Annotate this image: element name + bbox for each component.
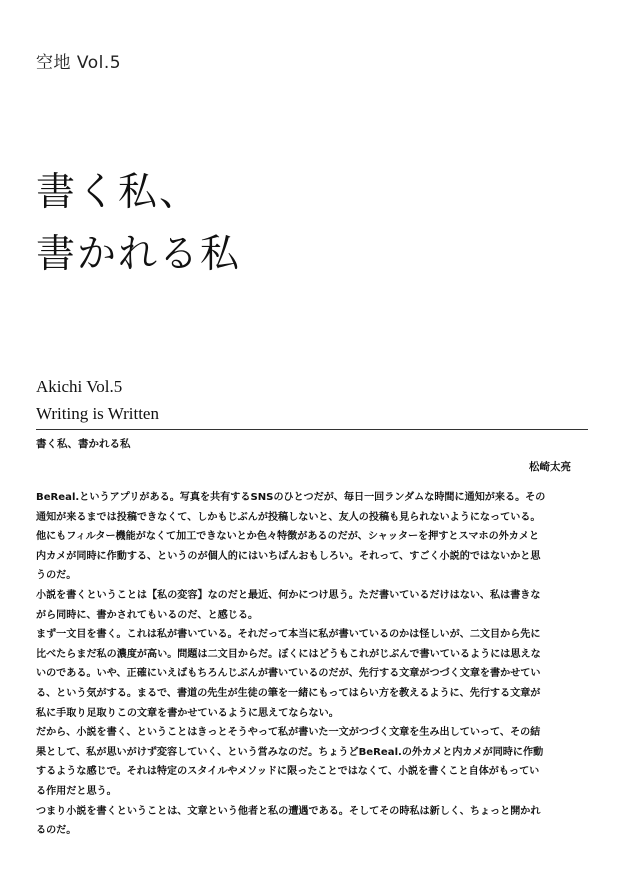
body-line: 比べたらまだ私の濃度が高い。問題は二文目からだ。ぼくにはどうもこれがじぶんで書いているようには思えな	[36, 648, 541, 660]
body-line: る、という気がする。まるで、書道の先生が生徒の筆を一緒にもってはらい方を教えるように、先行する文章が	[36, 687, 541, 699]
body-line: 内カメが同時に作動する、というのが個人的にはいちばんおもしろい。それって、すごく小説的ではないかと思	[36, 550, 541, 562]
body-line: BeReal.というアプリがある。写真を共有するSNSのひとつだが、毎日一回ランダムな時間に通知が来る。その	[36, 492, 546, 503]
english-title: Writing is Written	[36, 404, 159, 423]
body-line: 通知が来るまでは投稿できなくて、しかもじぶんが投稿しないと、友人の投稿も見られないようになっている。	[36, 511, 541, 523]
main-title	[36, 162, 241, 286]
body-line: る作用だと思う。	[36, 785, 117, 797]
body-line: 果として、私が思いがけず変容していく、という営みなのだ。ちょうどBeReal.の外カメと内カメが同時に作動	[36, 746, 544, 758]
body-line: つまり小説を書くということは、文章という他者と私の遭遇である。そしてその時私は新しく、ちょっと開かれ	[36, 805, 541, 817]
body-line: まず一文目を書く。これは私が書いている。それだって本当に私が書いているのかは怪しいが、二文目から先に	[36, 629, 541, 641]
english-heading	[36, 373, 159, 427]
body-line: 小説を書くということは【私の変容】なのだと最近、何かにつけ思う。ただ書いているだけはない、私は書きな	[36, 589, 541, 601]
article-body	[36, 488, 582, 841]
body-line: いのである。いや、正確にいえばもちろんじぶんが書いているのだが、先行する文章がつづく文章を書かせてい	[36, 668, 541, 680]
body-line: るのだ。	[36, 825, 77, 837]
body-line: がら同時に、書かされてもいるのだ、と感じる。	[36, 609, 259, 621]
main-title-line: 書かれる私	[36, 232, 242, 277]
author-name: 松崎太亮	[529, 461, 571, 473]
divider	[36, 429, 588, 430]
article-title: 書く私、書かれる私	[36, 438, 131, 450]
body-line: 私に手取り足取りこの文章を書かせているように思えてならない。	[36, 707, 339, 719]
main-title-line: 書く私、	[36, 170, 201, 215]
body-line: だから、小説を書く、ということはきっとそうやって私が書いた一文がつづく文章を生み出していって、その結	[36, 727, 541, 739]
body-line: 他にもフィルター機能がなくて加工できないとか色々特徴があるのだが、シャッターを押すとスマホの外カメと	[36, 531, 540, 543]
english-series: Akichi Vol.5	[36, 377, 123, 396]
zine-title: 空地 Vol.5	[36, 53, 122, 73]
body-line: するような感じで。それは特定のスタイルやメソッドに限ったことではなくて、小説を書くこと自体がもってい	[36, 766, 540, 778]
body-line: うのだ。	[36, 570, 77, 582]
